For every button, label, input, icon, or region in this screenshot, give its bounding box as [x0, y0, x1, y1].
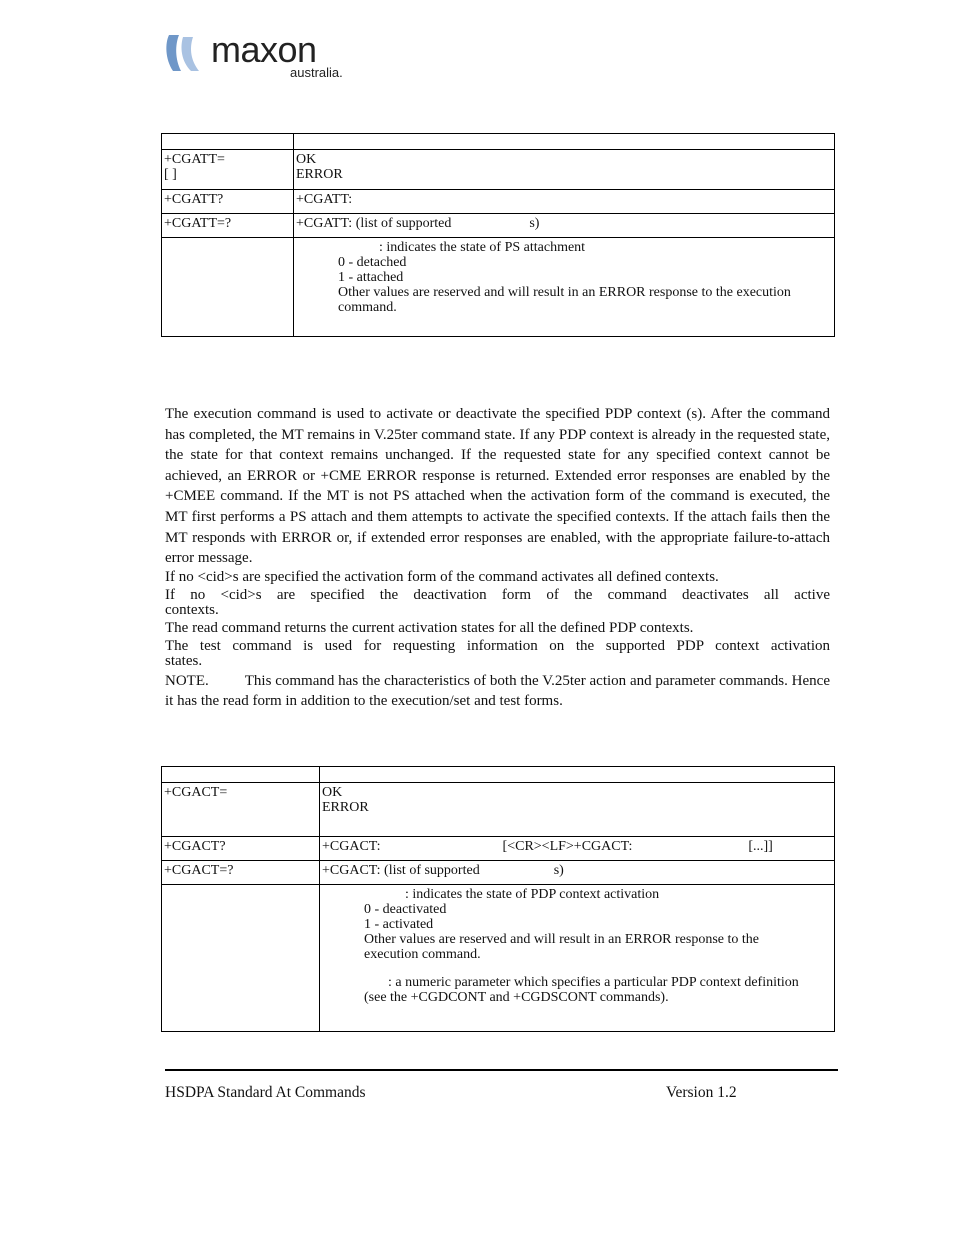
param-value-0: 0 - deactivated — [364, 902, 447, 917]
command-text: +CGATT= — [164, 152, 225, 167]
command-cell: +CGATT? — [162, 190, 294, 214]
response-cell — [294, 150, 835, 190]
description-cell — [294, 238, 835, 337]
response-error: ERROR — [296, 167, 343, 182]
table-header-cell — [320, 767, 835, 783]
param-value-1: 1 - attached — [338, 270, 404, 285]
description-block — [165, 404, 830, 712]
param-note: Other values are reserved and will result in an ERROR response to the execution command. — [338, 285, 791, 315]
command-cell: +CGACT= — [162, 783, 320, 837]
response-text-ellipsis: [...]] — [748, 839, 773, 854]
footer-document-title: HSDPA Standard At Commands — [165, 1084, 366, 1101]
param-note: Other values are reserved and will result in an ERROR response to the execution command. — [364, 932, 760, 962]
table-header-row — [162, 134, 835, 150]
param-value-0: 0 - detached — [338, 255, 407, 270]
command-cell: +CGACT? — [162, 837, 320, 861]
param-value-1: 1 - activated — [364, 917, 434, 932]
response-text-suffix: s) — [529, 216, 540, 231]
maxon-logo — [163, 29, 363, 85]
command-cell: +CGATT=? — [162, 214, 294, 238]
table-header-cell — [162, 767, 320, 783]
table-row — [162, 837, 835, 861]
response-cell — [294, 214, 835, 238]
response-ok: OK — [296, 152, 317, 167]
response-cell — [320, 783, 835, 837]
table-header-cell — [294, 134, 835, 150]
response-cell — [320, 837, 835, 861]
table-row — [162, 885, 835, 1032]
footer-divider — [165, 1069, 838, 1071]
description-label-cell — [162, 238, 294, 337]
note-text: This command has the characteristics of both the V.25ter action and parameter commands. Hence it has the read form in addition to the execution/set and test forms. — [165, 672, 830, 710]
command-cell — [162, 150, 294, 190]
description-label-cell — [162, 885, 320, 1032]
paragraph-activation: If no <cid>s are specified the activation form of the command activates all defined contexts. — [165, 568, 719, 585]
paragraph-read: The read command returns the current activation states for all the defined PDP contexts. — [165, 619, 694, 636]
response-text-suffix: s) — [553, 863, 564, 878]
response-text: +CGATT: (list of supported — [296, 216, 452, 231]
response-text-repeat: [<CR><LF>+CGACT: — [502, 839, 633, 854]
response-ok: OK — [322, 785, 343, 800]
logo-subtitle: australia. — [290, 65, 343, 80]
table-row — [162, 150, 835, 190]
response-error: ERROR — [322, 800, 369, 815]
table-row — [162, 861, 835, 885]
command-cell: +CGACT=? — [162, 861, 320, 885]
table-row — [162, 238, 835, 337]
command-param-text: [ ] — [164, 167, 177, 182]
description-cell — [320, 885, 835, 1032]
table-header-cell — [162, 134, 294, 150]
paragraph-note — [165, 671, 830, 712]
param-intro: : indicates the state of PDP context activation — [405, 887, 660, 902]
cid-description: : a numeric parameter which specifies a particular PDP context definition (see the +CGDCONT and +CGDSCONT commands). — [364, 975, 799, 1005]
param-intro: : indicates the state of PS attachment — [379, 240, 586, 255]
table-row — [162, 190, 835, 214]
paragraph-test: The test command is used for requesting information on the supported PDP context activation states. — [165, 637, 830, 669]
response-cell — [320, 861, 835, 885]
response-cell: +CGATT: — [294, 190, 835, 214]
cgatt-table — [161, 133, 835, 337]
note-label: NOTE. — [165, 672, 209, 689]
paragraph-description: The execution command is used to activate or deactivate the specified PDP context (s). After the command has completed, the MT remains in V.25ter command state. If any PDP context is already in the requested state, the state for that context remains unchanged. If the requested state for any specified context cannot be achieved, an ERROR or +CME ERROR response is returned. Extended error responses are enabled by the +CMEE command. If the MT is not PS attached when the activation form of the command is executed, the MT first performs a PS attach and them attempts to activate the specified contexts. If the attach fails then the MT responds with ERROR or, if extended error responses are enabled, with the appropriate failure-to-attach error message. — [165, 406, 830, 567]
table-header-row — [162, 767, 835, 783]
footer-version: Version 1.2 — [666, 1084, 737, 1101]
table-row — [162, 783, 835, 837]
cgact-table — [161, 766, 835, 1032]
maxon-swoosh-icon — [163, 33, 203, 73]
paragraph-deactivation: If no <cid>s are specified the deactivation form of the command deactivates all active contexts. — [165, 586, 830, 618]
logo-wordmark: maxon — [211, 29, 317, 70]
response-text: +CGACT: — [322, 839, 381, 854]
response-text: +CGACT: (list of supported — [322, 863, 480, 878]
table-row — [162, 214, 835, 238]
